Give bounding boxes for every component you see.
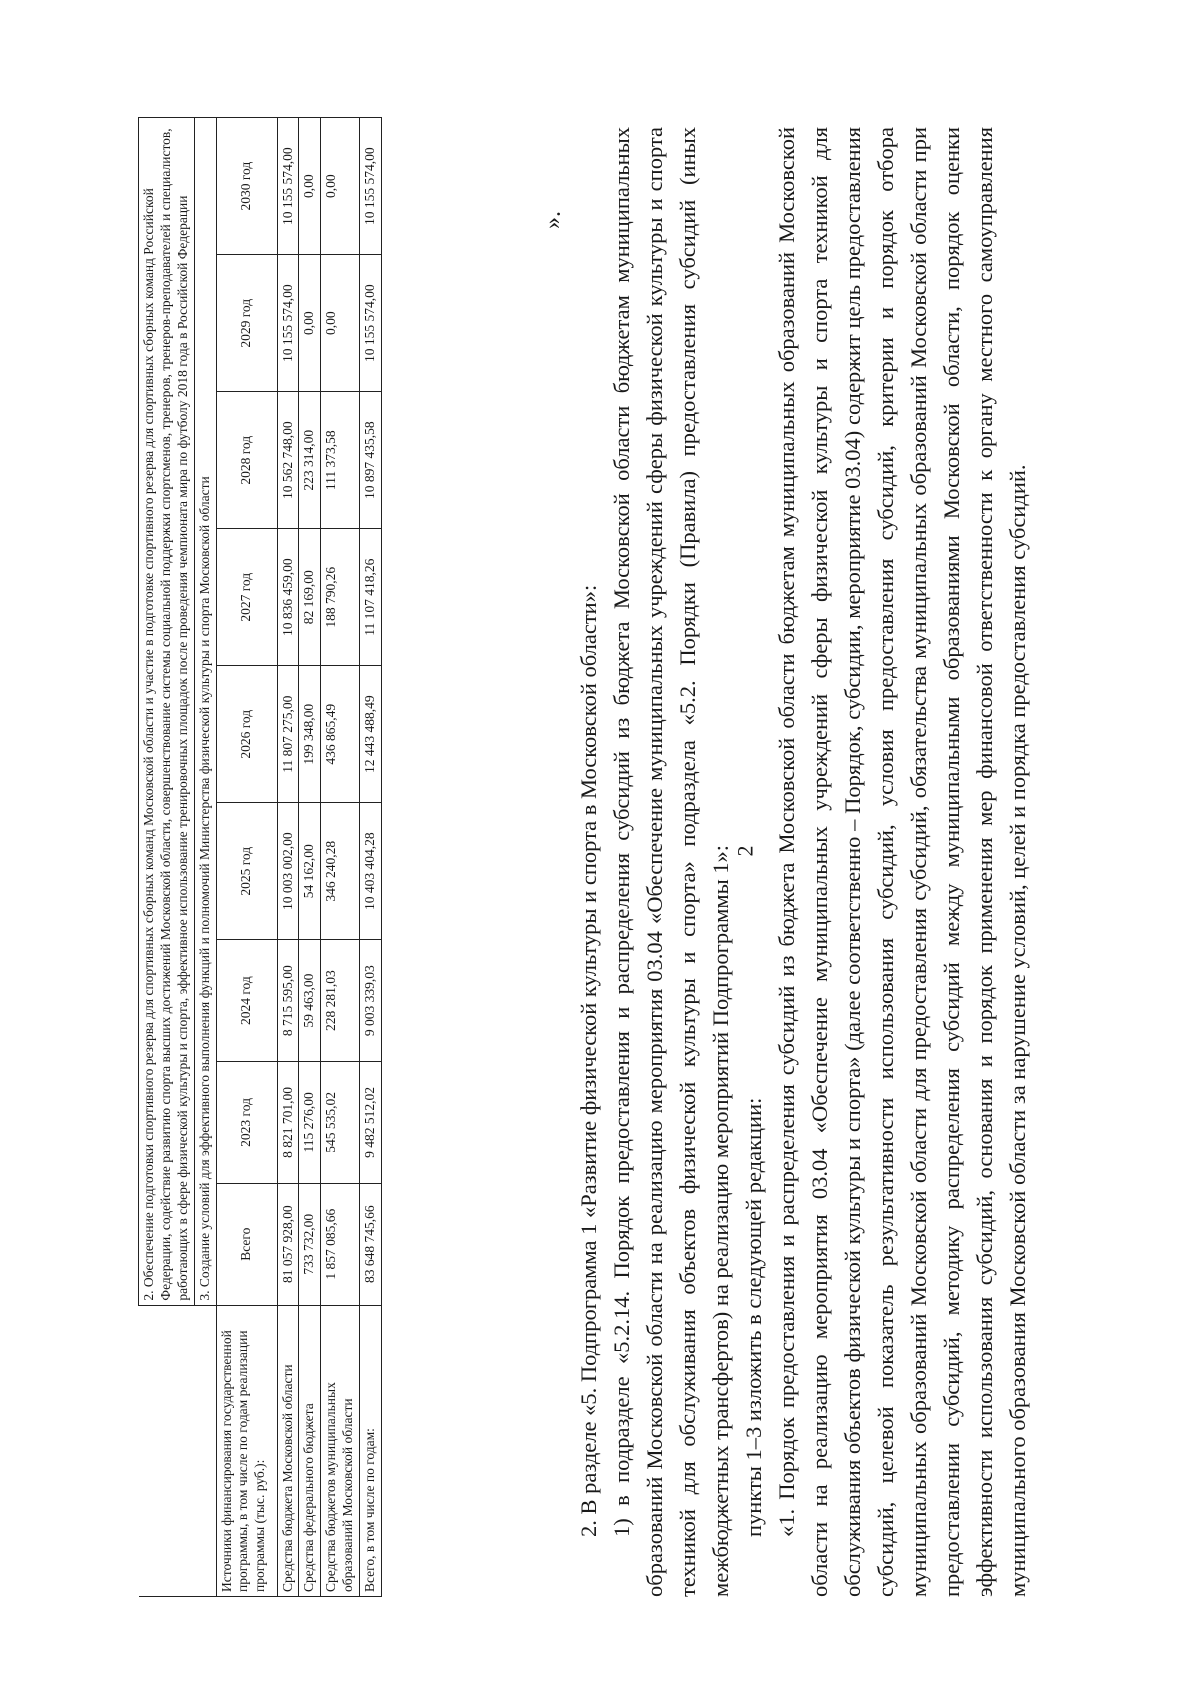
col-header: 2027 год [216,529,277,666]
table-cell: 346 240,28 [321,803,360,940]
table-cell: 10 003 002,00 [277,803,299,940]
row-label: Средства бюджетов муниципальных образований Московской области [321,1305,360,1596]
table-cell: 223 314,00 [299,392,321,529]
task3-row [194,118,216,1597]
header-label: Источники финансирования государственной программы, в том числе по годам реализации программы (тыс. руб.): [216,1305,277,1596]
header-row [216,118,277,1597]
table-row [299,118,321,1597]
table-cell: 10 403 404,28 [360,803,382,940]
col-header: 2023 год [216,1062,277,1184]
table-cell: 82 169,00 [299,529,321,666]
page-number: 2 [732,845,758,857]
table-cell: 81 057 928,00 [277,1183,299,1305]
table-row [277,118,299,1597]
col-header: 2030 год [216,118,277,255]
table-cell: 545 535,02 [321,1062,360,1184]
financing-table [138,117,382,1597]
body-text [572,127,1034,1597]
paragraph: 2. В разделе «5. Подпрограмма 1 «Развитие физической культуры и спорта в Московской области»: [576,584,601,1537]
paragraph: пункты 1–3 изложить в следующей редакции: [741,1097,766,1537]
row-label: Средства бюджета Московской области [277,1305,299,1596]
table-cell: 228 281,03 [321,940,360,1062]
table-cell: 733 732,00 [299,1183,321,1305]
table-cell: 11 807 275,00 [277,666,299,803]
table-cell: 9 482 512,02 [360,1062,382,1184]
table-cell: 0,00 [299,118,321,255]
table-cell: 1 857 085,66 [321,1183,360,1305]
table-cell: 115 276,00 [299,1062,321,1184]
table-cell: 199 348,00 [299,666,321,803]
col-header: Всего [216,1183,277,1305]
table-cell: 10 155 574,00 [360,118,382,255]
table-cell: 83 648 745,66 [360,1183,382,1305]
task3-text: 3. Создание условий для эффективного выполнения функций и полномочий Министерства физической культуры и спорта Московской области [194,118,216,1306]
table-row-total [360,118,382,1597]
table-cell: 10 155 574,00 [277,118,299,255]
table-cell: 11 107 418,26 [360,529,382,666]
table-cell: 111 373,58 [321,392,360,529]
paragraph: «1. Порядок предоставления и распределения субсидий из бюджета Московской области бюджетам муниципальных образований Московской области на реализацию мероприятия 03.04 «Обеспечение муниципальных учреждений сферы физической культуры и спорта техникой для обслуживания объектов физической культуры и спорта» (далее соответственно – Порядок, субсидии, мероприятие 03.04) содержит цель предоставления субсидий, целевой показатель результативности использования субсидий, условия предоставления субсидий, критерии и порядок отбора муниципальных образований Московской области для предоставления субсидий, обязательства муниципальных образований Московской области при предоставлении субсидий, методику распределения субсидий между муниципальными образованиями Московской области, порядок оценки эффективности использования субсидий, основания и порядок применения мер финансовой ответственности к органу местного самоуправления муниципального образования Московской области за нарушение условий, целей и порядка предоставления субсидий. [774,127,1030,1597]
table-cell: 188 790,26 [321,529,360,666]
table-cell: 59 463,00 [299,940,321,1062]
table-cell: 12 443 488,49 [360,666,382,803]
table-cell: 10 155 574,00 [360,255,382,392]
table-cell: 9 003 339,03 [360,940,382,1062]
table-cell: 0,00 [299,255,321,392]
table-cell: 0,00 [321,118,360,255]
table-cell: 54 162,00 [299,803,321,940]
col-header: 2026 год [216,666,277,803]
row-label: Всего, в том числе по годам: [360,1305,382,1596]
col-header: 2029 год [216,255,277,392]
task2-row [139,118,195,1597]
paragraph: 1) в подразделе «5.2.14. Порядок предоставления и распределения субсидий из бюджета Московской области бюджетам муниципальных образований Московской области на реализацию мероприятия 03.04 «Обеспечение муниципальных учреждений сферы физической культуры и спорта техникой для обслуживания объектов физической культуры и спорта» подраздела «5.2. Порядки (Правила) предоставления субсидий (иных межбюджетных трансфертов) на реализацию мероприятий Подпрограммы 1»: [609,127,733,1597]
table-cell: 10 836 459,00 [277,529,299,666]
table-cell: 10 155 574,00 [277,255,299,392]
row-label: Средства федерального бюджета [299,1305,321,1596]
table-cell: 10 562 748,00 [277,392,299,529]
col-header: 2024 год [216,940,277,1062]
closing-quote: ». [540,211,566,229]
blank-cell [194,1305,216,1596]
table-row [321,118,360,1597]
blank-cell [139,1305,195,1596]
col-header: 2025 год [216,803,277,940]
col-header: 2028 год [216,392,277,529]
rotated-page-content [0,127,1200,1697]
table-cell: 10 897 435,58 [360,392,382,529]
table-cell: 436 865,49 [321,666,360,803]
table-cell: 8 715 595,00 [277,940,299,1062]
table-cell: 8 821 701,00 [277,1062,299,1184]
task2-text: 2. Обеспечение подготовки спортивного резерва для спортивных сборных команд Московской области и участие в подготовке спортивного резерва для спортивных сборных команд Российской Федерации, содействие развитию спорта высших достижений Московской области, совершенствование системы социальной поддержки спортсменов, тренеров, тренеров-преподавателей и специалистов, работающих в сфере физической культуры и спорта, эффективное использование тренировочных площадок после проведения чемпионата мира по футболу 2018 года в Российской Федерации [139,118,195,1306]
table-cell: 0,00 [321,255,360,392]
